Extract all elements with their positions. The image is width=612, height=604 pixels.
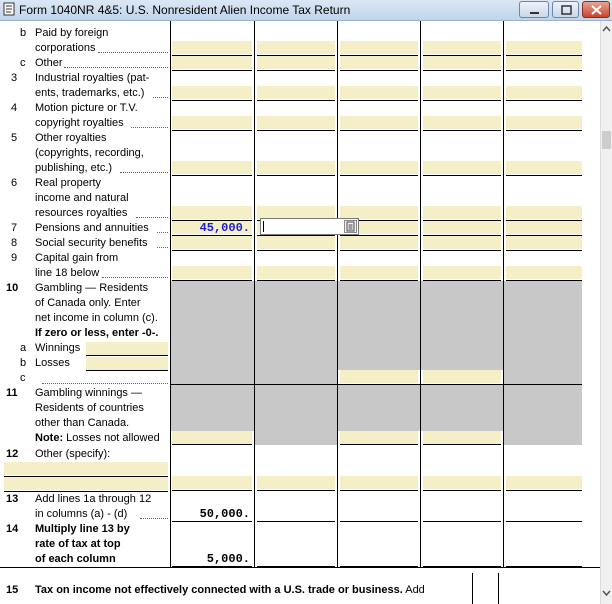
amount-input[interactable] [506, 116, 582, 129]
amount-input[interactable] [340, 476, 418, 489]
line-10a-label: Winnings [35, 342, 81, 354]
line-5-label-3: publishing, etc.) [35, 162, 113, 174]
amount-input[interactable] [506, 206, 582, 219]
line-number: 3 [11, 72, 18, 84]
line-5-label: Other royalties [35, 132, 107, 144]
line-number: 9 [11, 252, 18, 264]
input-underline [172, 521, 252, 522]
amount-input[interactable] [172, 206, 252, 219]
line-number: 15 [6, 584, 19, 596]
line-9-label-2: line 18 below [35, 267, 100, 279]
note-text: Losses not allowed [63, 432, 160, 444]
line-8-label: Social security benefits [35, 237, 148, 249]
disabled-block [504, 281, 582, 384]
amount-input[interactable] [506, 476, 582, 489]
input-underline [172, 70, 252, 71]
disabled-block [171, 385, 254, 431]
close-button[interactable] [582, 1, 610, 18]
amount-input[interactable] [340, 236, 418, 249]
dot-leader [140, 517, 168, 519]
input-underline [423, 566, 501, 567]
amount-input[interactable] [506, 236, 582, 249]
line-7-col-b-input[interactable] [260, 218, 359, 235]
minimize-icon [520, 2, 550, 19]
note-bold: Note: [35, 432, 64, 444]
line-15-label [35, 583, 425, 598]
amount-input[interactable] [257, 86, 335, 99]
disabled-block [171, 281, 254, 384]
line-letter: b [20, 357, 27, 369]
amount-input[interactable] [172, 116, 252, 129]
amount-input[interactable] [340, 266, 418, 279]
line-14-label-2: rate of tax at top [35, 538, 121, 550]
line-letter: b [20, 27, 27, 39]
amount-input[interactable] [257, 161, 335, 174]
input-underline [172, 130, 252, 131]
line-7-col-a-value[interactable]: 45,000. [199, 221, 250, 235]
disabled-block [338, 385, 420, 431]
line-letter: c [20, 372, 26, 384]
amount-input[interactable] [423, 116, 501, 129]
amount-input[interactable] [172, 476, 252, 489]
line-number: 12 [6, 448, 19, 460]
amount-input[interactable] [172, 56, 252, 69]
calculator-icon [345, 221, 356, 232]
close-icon [583, 2, 611, 19]
line-c-label: Other [35, 57, 63, 69]
dot-leader [64, 66, 168, 68]
line-b-label-2: corporations [35, 42, 96, 54]
dot-leader [153, 96, 168, 98]
input-underline [506, 130, 582, 131]
input-underline [172, 100, 252, 101]
line-7-label: Pensions and annuities [35, 222, 149, 234]
input-underline [86, 370, 168, 371]
disabled-block [255, 385, 337, 445]
line-number: 8 [11, 237, 18, 249]
line-6-label-3: resources royalties [35, 207, 128, 219]
dot-leader [42, 382, 168, 384]
amount-input[interactable] [506, 266, 582, 279]
amount-input[interactable] [506, 41, 582, 54]
amount-input[interactable] [423, 476, 501, 489]
line-number: 13 [6, 493, 19, 505]
minimize-button[interactable] [519, 1, 549, 18]
input-underline [257, 280, 335, 281]
input-underline [172, 490, 252, 491]
line-11-label: Gambling winnings — [35, 387, 142, 399]
amount-input[interactable] [172, 161, 252, 174]
input-underline [506, 100, 582, 101]
amount-input[interactable] [423, 431, 501, 444]
amount-input[interactable] [340, 56, 418, 69]
input-underline [423, 521, 501, 522]
line-14-col-a-value[interactable]: 5,000. [206, 552, 250, 566]
line-number: 10 [6, 282, 19, 294]
dot-leader [157, 246, 168, 248]
col-divider [472, 573, 473, 604]
line-letter: c [20, 57, 26, 69]
amount-input[interactable] [172, 266, 252, 279]
amount-input[interactable] [423, 161, 501, 174]
gambling-input[interactable] [86, 357, 168, 370]
amount-input[interactable] [172, 86, 252, 99]
line-5-label-2: (copyrights, recording, [35, 147, 144, 159]
amount-input[interactable] [340, 161, 418, 174]
dot-leader [120, 171, 168, 173]
amount-input[interactable] [423, 370, 501, 383]
input-underline [506, 175, 582, 176]
input-underline [506, 521, 582, 522]
input-underline [506, 566, 582, 567]
line-letter: a [20, 342, 27, 354]
input-underline [340, 100, 418, 101]
input-underline [340, 70, 418, 71]
dot-leader [98, 51, 168, 53]
line-number: 6 [11, 177, 18, 189]
form-app-icon [2, 2, 16, 16]
input-underline [172, 444, 252, 445]
amount-input[interactable] [172, 41, 252, 54]
amount-input[interactable] [423, 86, 501, 99]
line-13-col-a-value[interactable]: 50,000. [199, 507, 250, 521]
amount-input[interactable] [506, 56, 582, 69]
scroll-up-icon[interactable] [601, 23, 612, 35]
amount-input[interactable] [340, 86, 418, 99]
input-underline [423, 100, 501, 101]
line-11-label-3: other than Canada. [35, 417, 130, 429]
disabled-block [421, 385, 503, 431]
amount-input[interactable] [340, 41, 418, 54]
input-underline [340, 250, 418, 251]
amount-input[interactable] [257, 476, 335, 489]
amount-input[interactable] [257, 41, 335, 54]
dot-leader [157, 231, 168, 233]
line-10-label: Gambling — Residents [35, 282, 149, 294]
specify-input[interactable] [4, 462, 168, 475]
amount-input[interactable] [172, 236, 252, 249]
amount-input[interactable] [423, 56, 501, 69]
dot-leader [102, 276, 168, 278]
input-underline [423, 250, 501, 251]
input-underline [340, 175, 418, 176]
input-underline [172, 566, 252, 567]
line-10b-label: Losses [35, 357, 70, 369]
amount-input[interactable] [423, 236, 501, 249]
input-underline [86, 355, 168, 356]
dot-leader [131, 126, 168, 128]
amount-input[interactable] [423, 221, 501, 234]
line-number: 4 [11, 102, 18, 114]
col-divider [498, 573, 499, 604]
amount-input[interactable] [340, 116, 418, 129]
line-14-label-3: of each column [35, 553, 116, 565]
dot-leader [136, 216, 168, 218]
line-10-label-2: of Canada only. Enter [35, 297, 141, 309]
amount-input[interactable] [340, 431, 418, 444]
input-underline [172, 250, 252, 251]
line-b-label: Paid by foreign [35, 27, 109, 39]
maximize-icon [553, 2, 580, 19]
amount-input[interactable] [257, 236, 335, 249]
scroll-down-icon[interactable] [601, 587, 612, 599]
amount-input[interactable] [257, 116, 335, 129]
line-number: 11 [6, 387, 18, 399]
input-underline [506, 250, 582, 251]
amount-input[interactable] [257, 266, 335, 279]
section-divider [0, 567, 600, 568]
amount-input[interactable] [506, 86, 582, 99]
amount-input[interactable] [257, 56, 335, 69]
specify-input[interactable] [4, 477, 168, 490]
line-11-label-2: Residents of countries [35, 402, 144, 414]
line-15-bold: Tax on income not effectively connected with a U.S. trade or business. [35, 584, 403, 596]
line-10-label-4: If zero or less, enter -0-. [35, 327, 159, 339]
line-9-label: Capital gain from [35, 252, 119, 264]
line-13-label-2: in columns (a) - (d) [35, 508, 128, 520]
input-underline [423, 444, 501, 445]
input-underline [340, 521, 418, 522]
input-underline [423, 280, 501, 281]
window-title: Form 1040NR 4&5: U.S. Nonresident Alien Income Tax Return [19, 3, 351, 17]
line-12-label: Other (specify): [35, 448, 111, 460]
input-underline [340, 566, 418, 567]
input-underline [340, 444, 418, 445]
input-underline [257, 250, 335, 251]
input-underline [423, 130, 501, 131]
input-underline [423, 175, 501, 176]
input-underline [506, 280, 582, 281]
line-3-label-2: ents, trademarks, etc.) [35, 87, 145, 99]
title-bar [0, 0, 612, 21]
input-underline [257, 130, 335, 131]
amount-input[interactable] [506, 161, 582, 174]
amount-input[interactable] [340, 370, 418, 383]
input-underline [257, 490, 335, 491]
input-underline [172, 175, 252, 176]
vertical-scrollbar[interactable] [600, 21, 612, 604]
calculator-button[interactable] [344, 220, 357, 233]
input-underline [172, 280, 252, 281]
input-underline [423, 70, 501, 71]
maximize-button[interactable] [552, 1, 579, 18]
line-11-note [35, 431, 160, 446]
input-underline [506, 490, 582, 491]
form-body [0, 21, 600, 604]
input-underline [257, 70, 335, 71]
line-14-label: Multiply line 13 by [35, 523, 130, 535]
scroll-thumb[interactable] [602, 131, 611, 149]
text-caret [263, 221, 264, 232]
line-number: 5 [11, 132, 18, 144]
input-underline [340, 130, 418, 131]
disabled-block [255, 281, 337, 384]
disabled-block [504, 385, 582, 445]
line-13-label: Add lines 1a through 12 [35, 493, 152, 505]
line-number: 7 [11, 222, 18, 234]
line-3-label: Industrial royalties (pat- [35, 72, 150, 84]
amount-input[interactable] [506, 221, 582, 234]
line-10-label-3: net income in column (c). [35, 312, 158, 324]
line-6-label-2: income and natural [35, 192, 129, 204]
input-underline [257, 521, 335, 522]
input-underline [423, 490, 501, 491]
disabled-block [338, 281, 420, 370]
line-4-label-2: copyright royalties [35, 117, 124, 129]
input-underline [257, 100, 335, 101]
amount-input[interactable] [423, 266, 501, 279]
input-underline [257, 175, 335, 176]
amount-input[interactable] [172, 431, 252, 444]
line-15-rest: Add [402, 584, 425, 596]
amount-input[interactable] [423, 206, 501, 219]
gambling-input[interactable] [86, 342, 168, 355]
input-underline [257, 566, 335, 567]
input-underline [506, 70, 582, 71]
disabled-block [421, 281, 503, 370]
input-underline [340, 280, 418, 281]
amount-input[interactable] [423, 41, 501, 54]
line-number: 14 [6, 523, 19, 535]
line-4-label: Motion picture or T.V. [35, 102, 138, 114]
input-underline [340, 490, 418, 491]
line-6-label: Real property [35, 177, 102, 189]
